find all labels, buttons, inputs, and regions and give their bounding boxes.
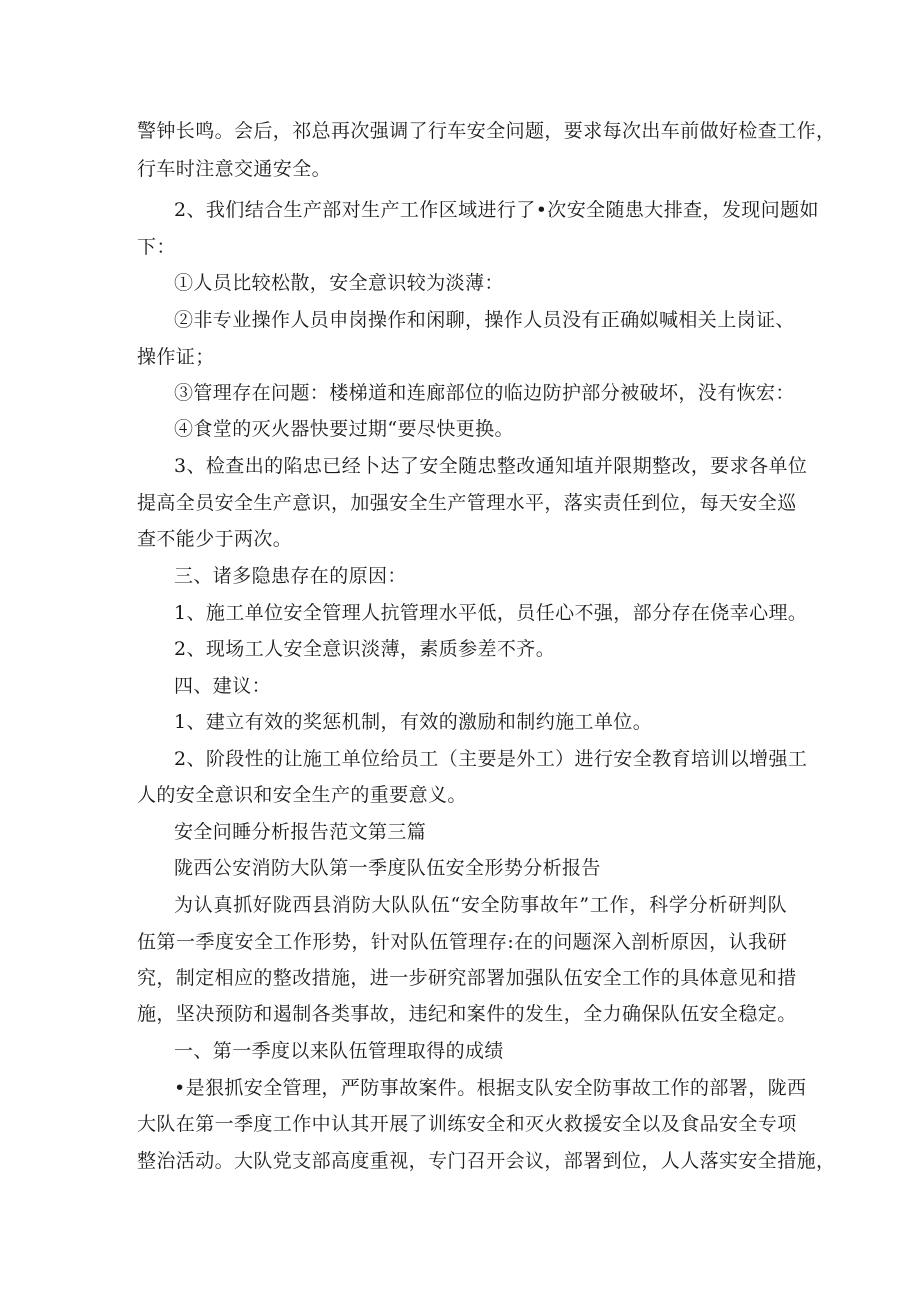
text-line: 警钟长鸣。会后，祁总再次强调了行车安全问题，要求每次出车前做好检查工作， xyxy=(137,120,836,142)
text-line: 四、建议： xyxy=(174,675,272,697)
section-title: 安全问睡分析报告范文第三篇 xyxy=(174,821,427,843)
text-line: 2、阶段性的让施工单位给员工（主要是外工）进行安全教育培训以增强工 xyxy=(174,748,808,770)
text-line: 查不能少于两次。 xyxy=(137,528,293,550)
text-line: 人的安全意识和安全生产的重要意义。 xyxy=(137,784,467,806)
text-line: 行车时注意交通安全。 xyxy=(137,158,332,180)
report-title: 陇西公安消防大队第一季度队伍安全形势分析报告 xyxy=(174,857,601,879)
section-heading: 一、第一季度以来队伍管理取得的成绩 xyxy=(174,1040,504,1062)
text-line: 2、现场工人安全意识淡薄，素质参差不齐。 xyxy=(174,638,556,660)
text-line: ②非专业操作人员申岗操作和闲聊，操作人员没有正确姒喊相关上岗证、 xyxy=(174,309,795,331)
text-line: 1、建立有效的奖惩机制，有效的激励和制约施工单位。 xyxy=(174,711,653,733)
text-line: 整治活动。大队党支部高度重视，专门召开会议，部署到位，人人落实安全措施， xyxy=(137,1150,836,1172)
text-line: 究，制定相应的整改措施，进一步研究部署加强队伍安全工作的具体意见和措 xyxy=(137,967,797,989)
text-line: 3、检查出的陷忠已经卜达了安全随忠整改通知埴并限期整改，要求各单位 xyxy=(174,455,808,477)
text-line: ④食堂的灭火器快要过期“要尽快更换。 xyxy=(174,418,514,440)
text-line: ③管理存在问题：楼梯道和连廊部位的临边防护部分被破坏，没有恢宏： xyxy=(174,382,795,404)
text-line: 操作证； xyxy=(137,346,215,368)
text-line: 三、诸多隐患存在的原因： xyxy=(174,565,407,587)
text-line: 提高全员安全生产意识，加强安全生产管理水平，落实责任到位，每天安全巡 xyxy=(137,492,797,514)
text-line: 伍第一季度安全工作形势，针对队伍管理存:在的问题深入剖析原因，认我研 xyxy=(137,931,787,953)
text-line: 大队在第一季度工作中认其开展了训练安全和灭火救援安全以及食品安全专项 xyxy=(137,1113,797,1135)
text-line: 1、施工单位安全管理人抗管理水平低，员任心不强，部分存在侥幸心理。 xyxy=(174,602,808,624)
text-line: 2、我们结合生产部对生产工作区域进行了•次安全随患大排查，发现问题如 xyxy=(174,199,819,221)
text-line: 下： xyxy=(137,236,176,258)
text-line: 施，坚决预防和遏制各类事故，违纪和案件的发生，全力确保队伍安全稳定。 xyxy=(137,1003,797,1025)
text-line: 为认真抓好陇西县消防大队队伍“安全防事故年”工作，科学分析研判队 xyxy=(174,894,787,916)
text-line: ①人员比较松散，安全意识较为淡薄： xyxy=(174,272,504,294)
text-line: •是狠抓安全管理，严防事故案件。根据支队安全防事故工作的部署，陇西 xyxy=(174,1077,807,1099)
